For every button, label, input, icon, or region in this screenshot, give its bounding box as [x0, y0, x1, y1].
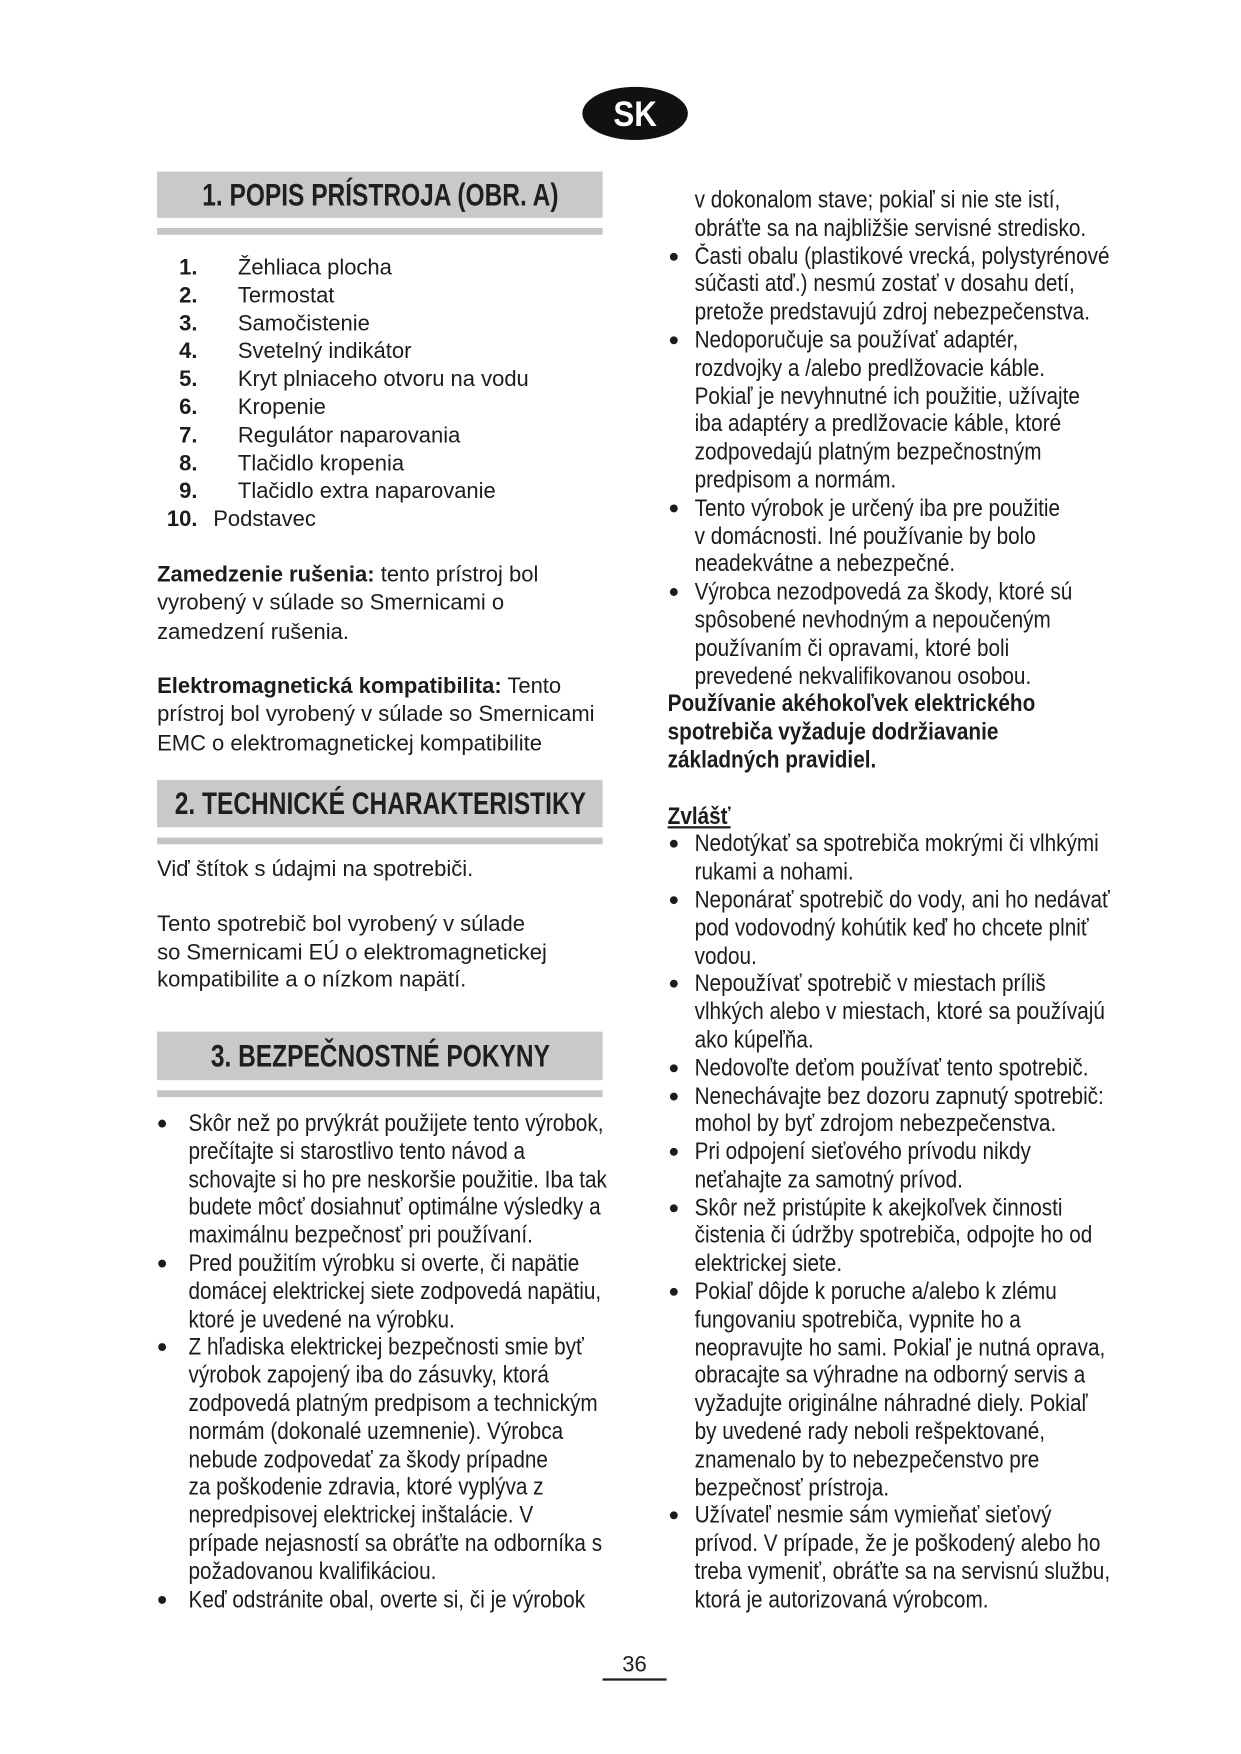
- bullet-line: Z hľadiska elektrickej bezpečnosti smie byť: [188, 1334, 584, 1361]
- bullet-line: vodou.: [694, 943, 757, 970]
- bullet-line: Časti obalu (plastikové vrecká, polystyrénové: [694, 243, 1110, 270]
- bullet-line: neopravujte ho sami. Pokiaľ je nutná oprava,: [694, 1334, 1106, 1361]
- specific-bullet: [668, 1055, 1151, 1083]
- bullet-icon: [670, 1288, 678, 1296]
- page-number: 36: [603, 1651, 667, 1680]
- emc-label: Elektromagnetická kompatibilita:: [157, 673, 502, 699]
- bullet-line: Neponárať spotrebič do vody, ani ho nedávať: [694, 887, 1110, 914]
- part-name: Regulátor naparovania: [237, 423, 461, 448]
- compliance-line: kompatibilite a o nízkom napätí.: [157, 967, 467, 993]
- bullet-icon: [670, 252, 678, 260]
- bullet-line: Skôr než pristúpite k akejkoľvek činnosti: [694, 1194, 1063, 1221]
- bullet-icon: [670, 896, 678, 904]
- bullet-line: treba vymeniť, obráťte sa na servisnú službu,: [694, 1558, 1111, 1585]
- bullet-line: bezpečnosť prístroja.: [694, 1474, 890, 1501]
- bullet-icon: [158, 1344, 166, 1352]
- safety-bullet: [668, 495, 1151, 579]
- bullet-line: v dokonalom stave; pokiaľ si nie ste istí,: [694, 187, 1061, 214]
- part-name: Tlačidlo kropenia: [237, 451, 405, 476]
- bullet-line: budete môcť dosiahnuť optimálne výsledky a: [188, 1194, 601, 1221]
- emc-line: prístroj bol vyrobený v súlade so Smernicami: [157, 702, 595, 728]
- bullet-icon: [670, 336, 678, 344]
- bullet-icon: [670, 1064, 678, 1072]
- spacer: [668, 775, 1151, 803]
- bullet-line: používaním či opravami, ktoré boli: [694, 635, 1010, 662]
- bullet-line: Užívateľ nesmie sám vymieňať sieťový: [694, 1502, 1052, 1529]
- bullet-line: by uvedené rady neboli rešpektované,: [694, 1418, 1046, 1445]
- bullet-icon: [670, 980, 678, 988]
- bullet-continuation: [668, 187, 1151, 243]
- interference-text: tento prístroj bol: [380, 562, 539, 587]
- bullet-line: Skôr než po prvýkrát použijete tento výrobok,: [188, 1110, 604, 1137]
- part-item: [157, 366, 606, 394]
- section-divider: [157, 837, 602, 844]
- bullet-line: domácej elektrickej siete zodpovedá napätiu,: [188, 1278, 602, 1305]
- part-number: 6.: [179, 395, 198, 420]
- part-number: 3.: [179, 311, 198, 336]
- interference-notice: [157, 561, 606, 647]
- part-number: 5.: [179, 367, 198, 392]
- bullet-icon: [670, 1512, 678, 1520]
- bullet-line: Keď odstránite obal, overte si, či je výrobok: [188, 1586, 586, 1613]
- specific-bullet: [668, 887, 1151, 971]
- language-code: SK: [613, 93, 657, 134]
- section-divider: [157, 228, 602, 235]
- bullet-line: neťahajte za samotný prívod.: [694, 1166, 963, 1193]
- safety-column-right: [668, 187, 1151, 1614]
- interference-line: vyrobený v súlade so Smernicami o: [157, 590, 505, 616]
- parts-list: [157, 254, 606, 534]
- bullet-line: maximálnu bezpečnosť pri používaní.: [188, 1222, 533, 1249]
- part-name: Podstavec: [213, 506, 316, 532]
- general-rule-line: spotrebiča vyžaduje dodržiavanie: [667, 719, 999, 746]
- part-item: [157, 394, 606, 422]
- bullet-line: nepredpisovej elektrickej inštalácie. V: [188, 1502, 534, 1529]
- bullet-icon: [158, 1595, 166, 1603]
- bullet-line: Nedoporučuje sa používať adaptér,: [694, 327, 1019, 354]
- specific-heading: Zvlášť: [667, 803, 731, 830]
- bullet-icon: [670, 504, 678, 512]
- safety-bullet: [157, 1586, 606, 1614]
- bullet-line: Nedovoľte deťom používať tento spotrebič.: [694, 1054, 1089, 1081]
- bullet-line: vyžadujte originálne náhradné diely. Pokiaľ: [694, 1390, 1088, 1417]
- bullet-line: prevedené nekvalifikovanou osobou.: [694, 663, 1032, 690]
- interference-label: Zamedzenie rušenia:: [157, 562, 375, 587]
- part-item: [157, 478, 606, 506]
- part-name: Svetelný indikátor: [237, 339, 412, 364]
- language-badge: [582, 87, 687, 140]
- part-item: [157, 506, 606, 534]
- interference-line: [157, 561, 606, 590]
- part-item: [157, 282, 606, 310]
- bullet-line: čistenia či údržby spotrebiča, odpojte ho od: [694, 1222, 1093, 1249]
- specific-bullet: [668, 971, 1151, 1055]
- part-number: 8.: [179, 451, 198, 476]
- bullet-line: vlhkých alebo v miestach, ktoré sa používajú: [694, 999, 1105, 1025]
- section-heading-text: 1. POPIS PRÍSTROJA (OBR. A): [201, 176, 558, 212]
- bullet-line: Pri odpojení sieťového prívodu nikdy: [694, 1138, 1031, 1165]
- bullet-line: normám (dokonalé uzemnenie). Výrobca: [188, 1418, 564, 1445]
- bullet-line: nebude zodpovedať za škody prípadne: [188, 1446, 548, 1473]
- bullet-line: iba adaptéry a predlžovacie káble, ktoré: [694, 411, 1062, 438]
- safety-bullet: [157, 1335, 606, 1587]
- safety-bullet: [157, 1251, 606, 1335]
- bullet-line: ako kúpeľňa.: [694, 1027, 814, 1053]
- section-heading-safety: [157, 1032, 602, 1081]
- bullet-line: predpisom a normám.: [694, 467, 897, 494]
- bullet-line: neadekvátne a nebezpečné.: [694, 551, 956, 578]
- safety-bullet: [668, 327, 1151, 495]
- compliance-line: Tento spotrebič bol vyrobený v súlade: [157, 911, 525, 937]
- part-item: [157, 422, 606, 450]
- part-item: [157, 254, 606, 282]
- specific-bullet: [668, 1503, 1151, 1615]
- part-number: 10.: [166, 506, 198, 532]
- part-name: Samočistenie: [237, 311, 370, 336]
- bullet-line: Výrobca nezodpovedá za škody, ktoré sú: [694, 579, 1073, 606]
- general-rule-line: Používanie akéhokoľvek elektrického: [667, 691, 1036, 718]
- general-rule: [668, 691, 1151, 775]
- bullet-line: prečítajte si starostlivo tento návod a: [188, 1138, 526, 1165]
- section-heading-technical: [157, 780, 602, 827]
- emc-text: Tento: [507, 673, 562, 699]
- bullet-line: prívod. V prípade, že je poškodený alebo ho: [694, 1530, 1101, 1557]
- bullet-line: Tento výrobok je určený iba pre použitie: [694, 495, 1060, 522]
- bullet-icon: [670, 1204, 678, 1212]
- bullet-line: rozdvojky a /alebo predlžovacie káble.: [694, 355, 1046, 382]
- bullet-line: fungovaniu spotrebiča, vypnite ho a: [694, 1306, 1021, 1333]
- safety-column-left: [157, 1111, 606, 1615]
- specific-bullet: [668, 831, 1151, 887]
- bullet-line: obracajte sa výhradne na odborný servis a: [694, 1362, 1086, 1389]
- section-divider: [157, 1090, 602, 1097]
- bullet-line: Nepoužívať spotrebič v miestach príliš: [694, 971, 1046, 997]
- bullet-line: ktoré je uvedené na výrobku.: [188, 1306, 455, 1333]
- safety-bullet: [668, 243, 1151, 327]
- compliance-statement: [157, 911, 606, 994]
- bullet-icon: [158, 1260, 166, 1268]
- emc-notice: [157, 673, 606, 759]
- bullet-line: mohol by byť zdrojom nebezpečenstva.: [694, 1110, 1057, 1137]
- compliance-line: so Smernicami EÚ o elektromagnetickej: [157, 939, 547, 965]
- rating-plate-note: Viď štítok s údajmi na spotrebiči.: [157, 856, 474, 882]
- part-item: [157, 310, 606, 338]
- bullet-icon: [670, 1148, 678, 1156]
- bullet-line: rukami a nohami.: [694, 859, 854, 886]
- specific-bullet: [668, 1083, 1151, 1139]
- bullet-line: elektrickej siete.: [694, 1250, 843, 1277]
- bullet-line: Pokiaľ je nevyhnutné ich použitie, užívajte: [694, 383, 1080, 410]
- bullet-icon: [670, 588, 678, 596]
- general-rule-line: základných pravidiel.: [667, 747, 877, 774]
- bullet-line: schovajte si ho pre neskoršie použitie. Iba tak: [188, 1166, 607, 1193]
- bullet-icon: [158, 1120, 166, 1128]
- bullet-line: požadovanou kvalifikáciou.: [188, 1558, 437, 1585]
- bullet-line: pod vodovodný kohútik keď ho chcete plniť: [694, 915, 1089, 942]
- part-name: Žehliaca plocha: [237, 255, 392, 280]
- bullet-line: v domácnosti. Iné používanie by bolo: [694, 523, 1036, 550]
- part-number: 1.: [179, 255, 198, 280]
- part-name: Kropenie: [237, 395, 326, 420]
- bullet-line: prípade nejasností sa obráťte na odborníka s: [188, 1530, 603, 1557]
- bullet-line: ktorá je autorizovaná výrobcom.: [694, 1586, 989, 1613]
- interference-line: zamedzení rušenia.: [157, 619, 349, 645]
- safety-bullet: [157, 1111, 606, 1251]
- part-name: Tlačidlo extra naparovanie: [237, 478, 496, 504]
- bullet-line: Pred použitím výrobku si overte, či napätie: [188, 1250, 580, 1277]
- specific-bullet: [668, 1139, 1151, 1195]
- part-number: 9.: [179, 478, 198, 504]
- part-item: [157, 450, 606, 478]
- bullet-line: zodpovedá platným predpisom a technickým: [188, 1390, 598, 1417]
- bullet-line: obráťte sa na najbližšie servisné stredisko.: [694, 215, 1087, 242]
- section-heading-text: 2. TECHNICKÉ CHARAKTERISTIKY: [174, 785, 586, 821]
- bullet-line: spôsobené nevhodným a nepoučeným: [694, 607, 1051, 634]
- emc-line: EMC o elektromagnetickej kompatibilite: [157, 731, 543, 757]
- bullet-line: výrobok zapojený iba do zásuvky, ktorá: [188, 1362, 549, 1389]
- bullet-icon: [670, 840, 678, 848]
- bullet-line: znamenalo by to nebezpečenstvo pre: [694, 1446, 1040, 1473]
- part-number: 4.: [179, 339, 198, 364]
- part-number: 7.: [179, 423, 198, 448]
- bullet-line: súčasti atď.) nesmú zostať v dosahu detí,: [694, 271, 1075, 298]
- part-number: 2.: [179, 283, 198, 308]
- specific-bullet: [668, 1279, 1151, 1503]
- specific-bullet: [668, 1195, 1151, 1279]
- bullet-line: pretože predstavujú zdroj nebezpečenstva.: [694, 299, 1090, 326]
- part-name: Kryt plniaceho otvoru na vodu: [237, 367, 529, 392]
- bullet-line: Nedotýkať sa spotrebiča mokrými či vlhkými: [694, 831, 1099, 858]
- bullet-line: Pokiaľ dôjde k poruche a/alebo k zlému: [694, 1278, 1057, 1305]
- section-heading-description: [157, 172, 602, 218]
- bullet-line: za poškodenie zdravia, ktoré vyplýva z: [188, 1474, 544, 1501]
- safety-bullet: [668, 579, 1151, 691]
- bullet-icon: [670, 1092, 678, 1100]
- bullet-line: zodpovedajú platným bezpečnostným: [694, 439, 1042, 466]
- bullet-line: Nenechávajte bez dozoru zapnutý spotrebič:: [694, 1082, 1104, 1109]
- emc-line: [157, 673, 606, 702]
- part-item: [157, 338, 606, 366]
- section-heading-text: 3. BEZPEČNOSTNÉ POKYNY: [210, 1037, 550, 1073]
- part-name: Termostat: [237, 283, 335, 308]
